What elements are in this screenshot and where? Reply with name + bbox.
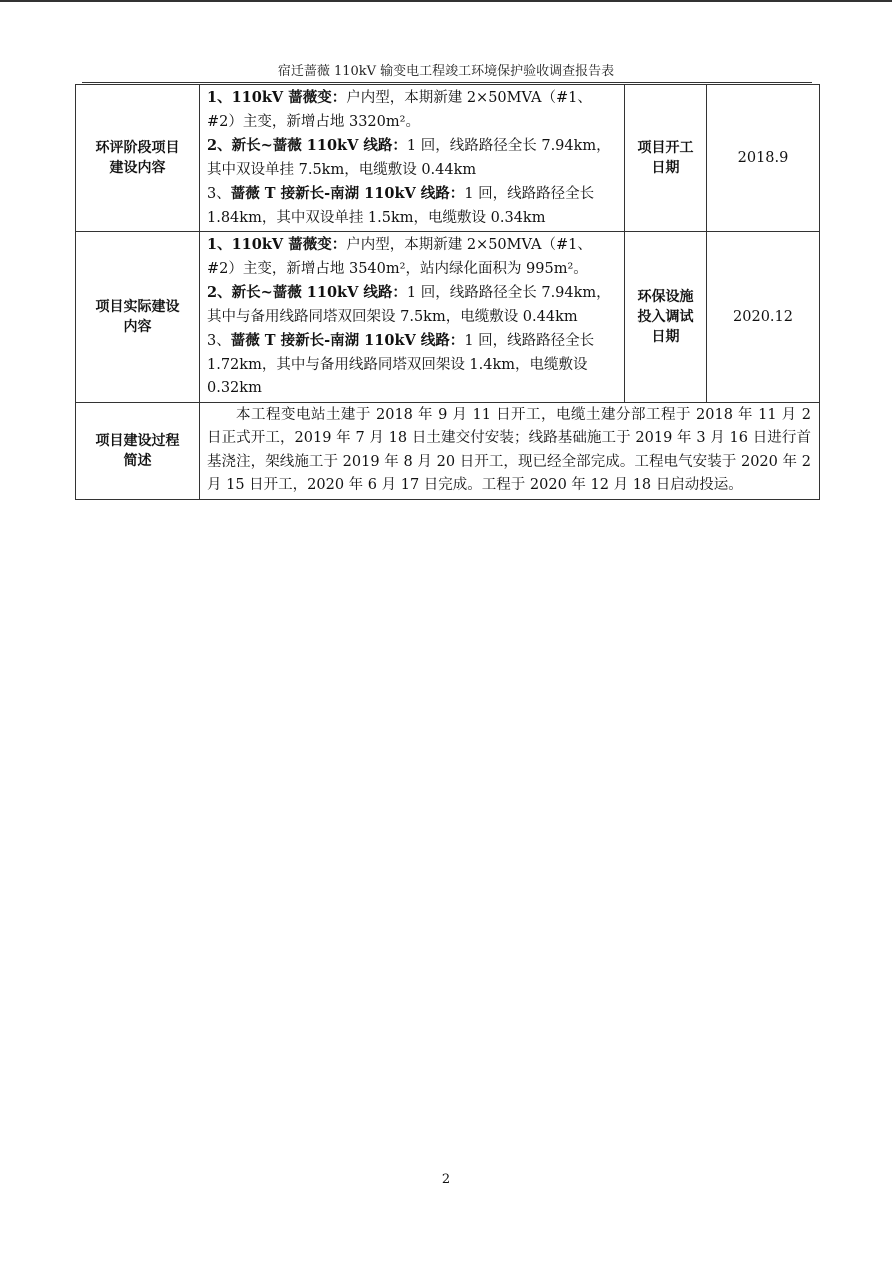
process-summary-text: 本工程变电站土建于 2018 年 9 月 11 日开工，电缆土建分部工程于 2018 年 11 月 2 日正式开工，2019 年 7 月 18 日土建交付安装；线路基础施工于 2019 年 3 月 16 日进行首基浇注，架线施工于 2019 年 8 月 20 日开工，现已经全部完成。工程电气安装于 2020 年 2 月 15 日开工，2020 年 6 月 17 日完成。工程于 2020 年 12 月 18 日启动投运。 bbox=[200, 402, 820, 499]
row-label-process-summary: 项目建设过程 简述 bbox=[76, 402, 200, 499]
row-label-eia-content: 环评阶段项目 建设内容 bbox=[76, 85, 200, 232]
report-table bbox=[75, 84, 820, 500]
content-item: 3、蔷薇 T 接新长-南湖 110kV 线路：1 回，线路路径全长 1.72km，其中与备用线路同塔双回架设 1.4km，电缆敷设 0.32km bbox=[207, 332, 595, 396]
table-row-actual-construction bbox=[76, 232, 820, 403]
running-header: 宿迁蔷薇 110kV 输变电工程竣工环境保护验收调查报告表 bbox=[277, 64, 615, 79]
content-item: 1、110kV 蔷薇变：户内型，本期新建 2×50MVA（#1、#2）主变，新增占地 3320m²。 bbox=[207, 89, 592, 130]
commissioning-date-label: 环保设施 投入调试 日期 bbox=[625, 232, 707, 403]
content-item: 2、新长~蔷薇 110kV 线路：1 回，线路路径全长 7.94km，其中与备用线路同塔双回架设 7.5km，电缆敷设 0.44km bbox=[207, 284, 611, 325]
content-item: 3、蔷薇 T 接新长-南湖 110kV 线路：1 回，线路路径全长 1.84km，其中双设单挂 1.5km，电缆敷设 0.34km bbox=[207, 185, 595, 226]
header-rule bbox=[82, 82, 812, 83]
row-label-actual-content: 项目实际建设 内容 bbox=[76, 232, 200, 403]
start-date-label: 项目开工 日期 bbox=[625, 85, 707, 232]
table-row-eia-stage bbox=[76, 85, 820, 232]
content-item: 2、新长~蔷薇 110kV 线路：1 回，线路路径全长 7.94km，其中双设单挂 7.5km，电缆敷设 0.44km bbox=[207, 137, 611, 178]
top-border-line bbox=[0, 0, 892, 2]
commissioning-date-value: 2020.12 bbox=[707, 232, 820, 403]
actual-content-cell bbox=[200, 232, 625, 403]
table-row-process-summary bbox=[76, 402, 820, 499]
start-date-value: 2018.9 bbox=[707, 85, 820, 232]
page-number: 2 bbox=[441, 1172, 451, 1187]
eia-content-cell bbox=[200, 85, 625, 232]
content-item: 1、110kV 蔷薇变：户内型，本期新建 2×50MVA（#1、#2）主变，新增占地 3540m²，站内绿化面积为 995m²。 bbox=[207, 236, 592, 277]
